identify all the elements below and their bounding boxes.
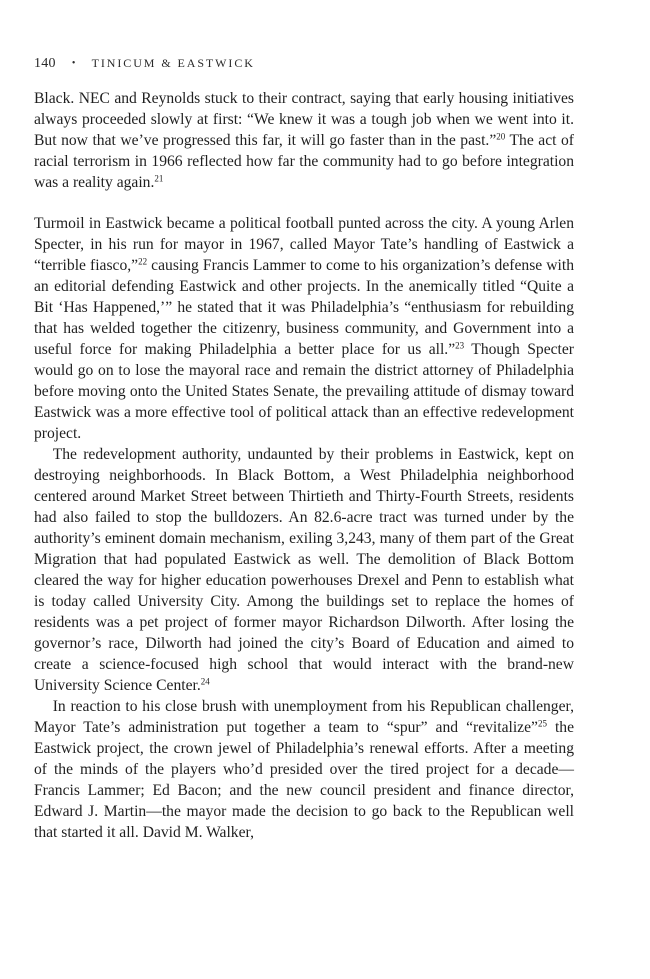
page-number: 140 [34, 56, 56, 71]
paragraph [34, 88, 574, 193]
header-separator: • [71, 58, 76, 69]
paragraph-text: The act of racial terrorism in 1966 reflected how far the community had to go before integration was a reality again. [34, 132, 575, 191]
footnote-marker: 21 [154, 173, 164, 184]
running-title: TINICUM & EASTWICK [91, 56, 255, 70]
paragraph [34, 696, 574, 843]
footnote-marker: 23 [455, 340, 465, 351]
paragraph-text: Black. NEC and Reynolds stuck to their contract, saying that early housing initiatives always proceeded slowly at first: “We knew it was a tough job when we went into it. But now that we’ve progressed this far, it will go faster than in the past.” [34, 90, 574, 149]
section-break [34, 193, 574, 213]
running-header [34, 56, 574, 72]
footnote-marker: 24 [200, 676, 210, 687]
footnote-marker: 22 [138, 256, 148, 267]
body-text [34, 88, 574, 843]
paragraph [34, 213, 574, 444]
footnote-marker: 25 [537, 718, 547, 729]
footnote-marker: 20 [496, 131, 506, 142]
paragraph-text: Turmoil in Eastwick became a political football punted across the city. A young Arlen Specter, in his run for mayor in 1967, called Mayor Tate’s handling of Eastwick a “terrible fiasco,” [34, 215, 574, 274]
paragraph-text: The redevelopment authority, undaunted by their problems in Eastwick, kept on destroying neighborhoods. In Black Bottom, a West Philadelphia neighborhood centered around Market Street between Thirtieth and Thirty-Fourth Streets, residents had also failed to stop the bulldozers. An 82.6-acre tract was turned under by the authority’s eminent domain mechanism, exiling 3,243, many of them part of the Great Migration that had populated Eastwick as well. The demolition of Black Bottom cleared the way for higher education powerhouses Drexel and Penn to establish what is today called University City. Among the buildings set to replace the homes of residents was a pet project of former mayor Richardson Dilworth. After losing the governor’s race, Dilworth had joined the city’s Board of Education and aimed to create a science-focused high school that would interact with the brand-new University Science Center. [34, 446, 574, 694]
paragraph [34, 444, 574, 696]
paragraph-text: the Eastwick project, the crown jewel of Philadelphia’s renewal efforts. After a meeting of the minds of the players who’d presided over the tired project for a decade—Francis Lammer; Ed Bacon; and the new council president and finance director, Edward J. Martin—the mayor made the decision to go back to the Republican well that started it all. David M. Walker, [34, 719, 574, 841]
paragraph-text: causing Francis Lammer to come to his organization’s defense with an editorial defending Eastwick and other projects. In the anemically titled “Quite a Bit ‘Has Happened,’” he stated that it was Philadelphia’s “enthusiasm for rebuilding that has welded together the citizenry, business community, and Government into a useful force for making Philadelphia a better place for us all.” [34, 257, 574, 358]
paragraph-text: Though Specter would go on to lose the mayoral race and remain the district attorney of Philadelphia before moving onto the United States Senate, the prevailing attitude of dismay toward Eastwick was a more effective tool of political attack than an effective redevelopment project. [34, 341, 574, 442]
paragraph-text: In reaction to his close brush with unemployment from his Republican challenger, Mayor Tate’s administration put together a team to “spur” and “revitalize” [34, 698, 574, 736]
book-page [34, 56, 574, 843]
